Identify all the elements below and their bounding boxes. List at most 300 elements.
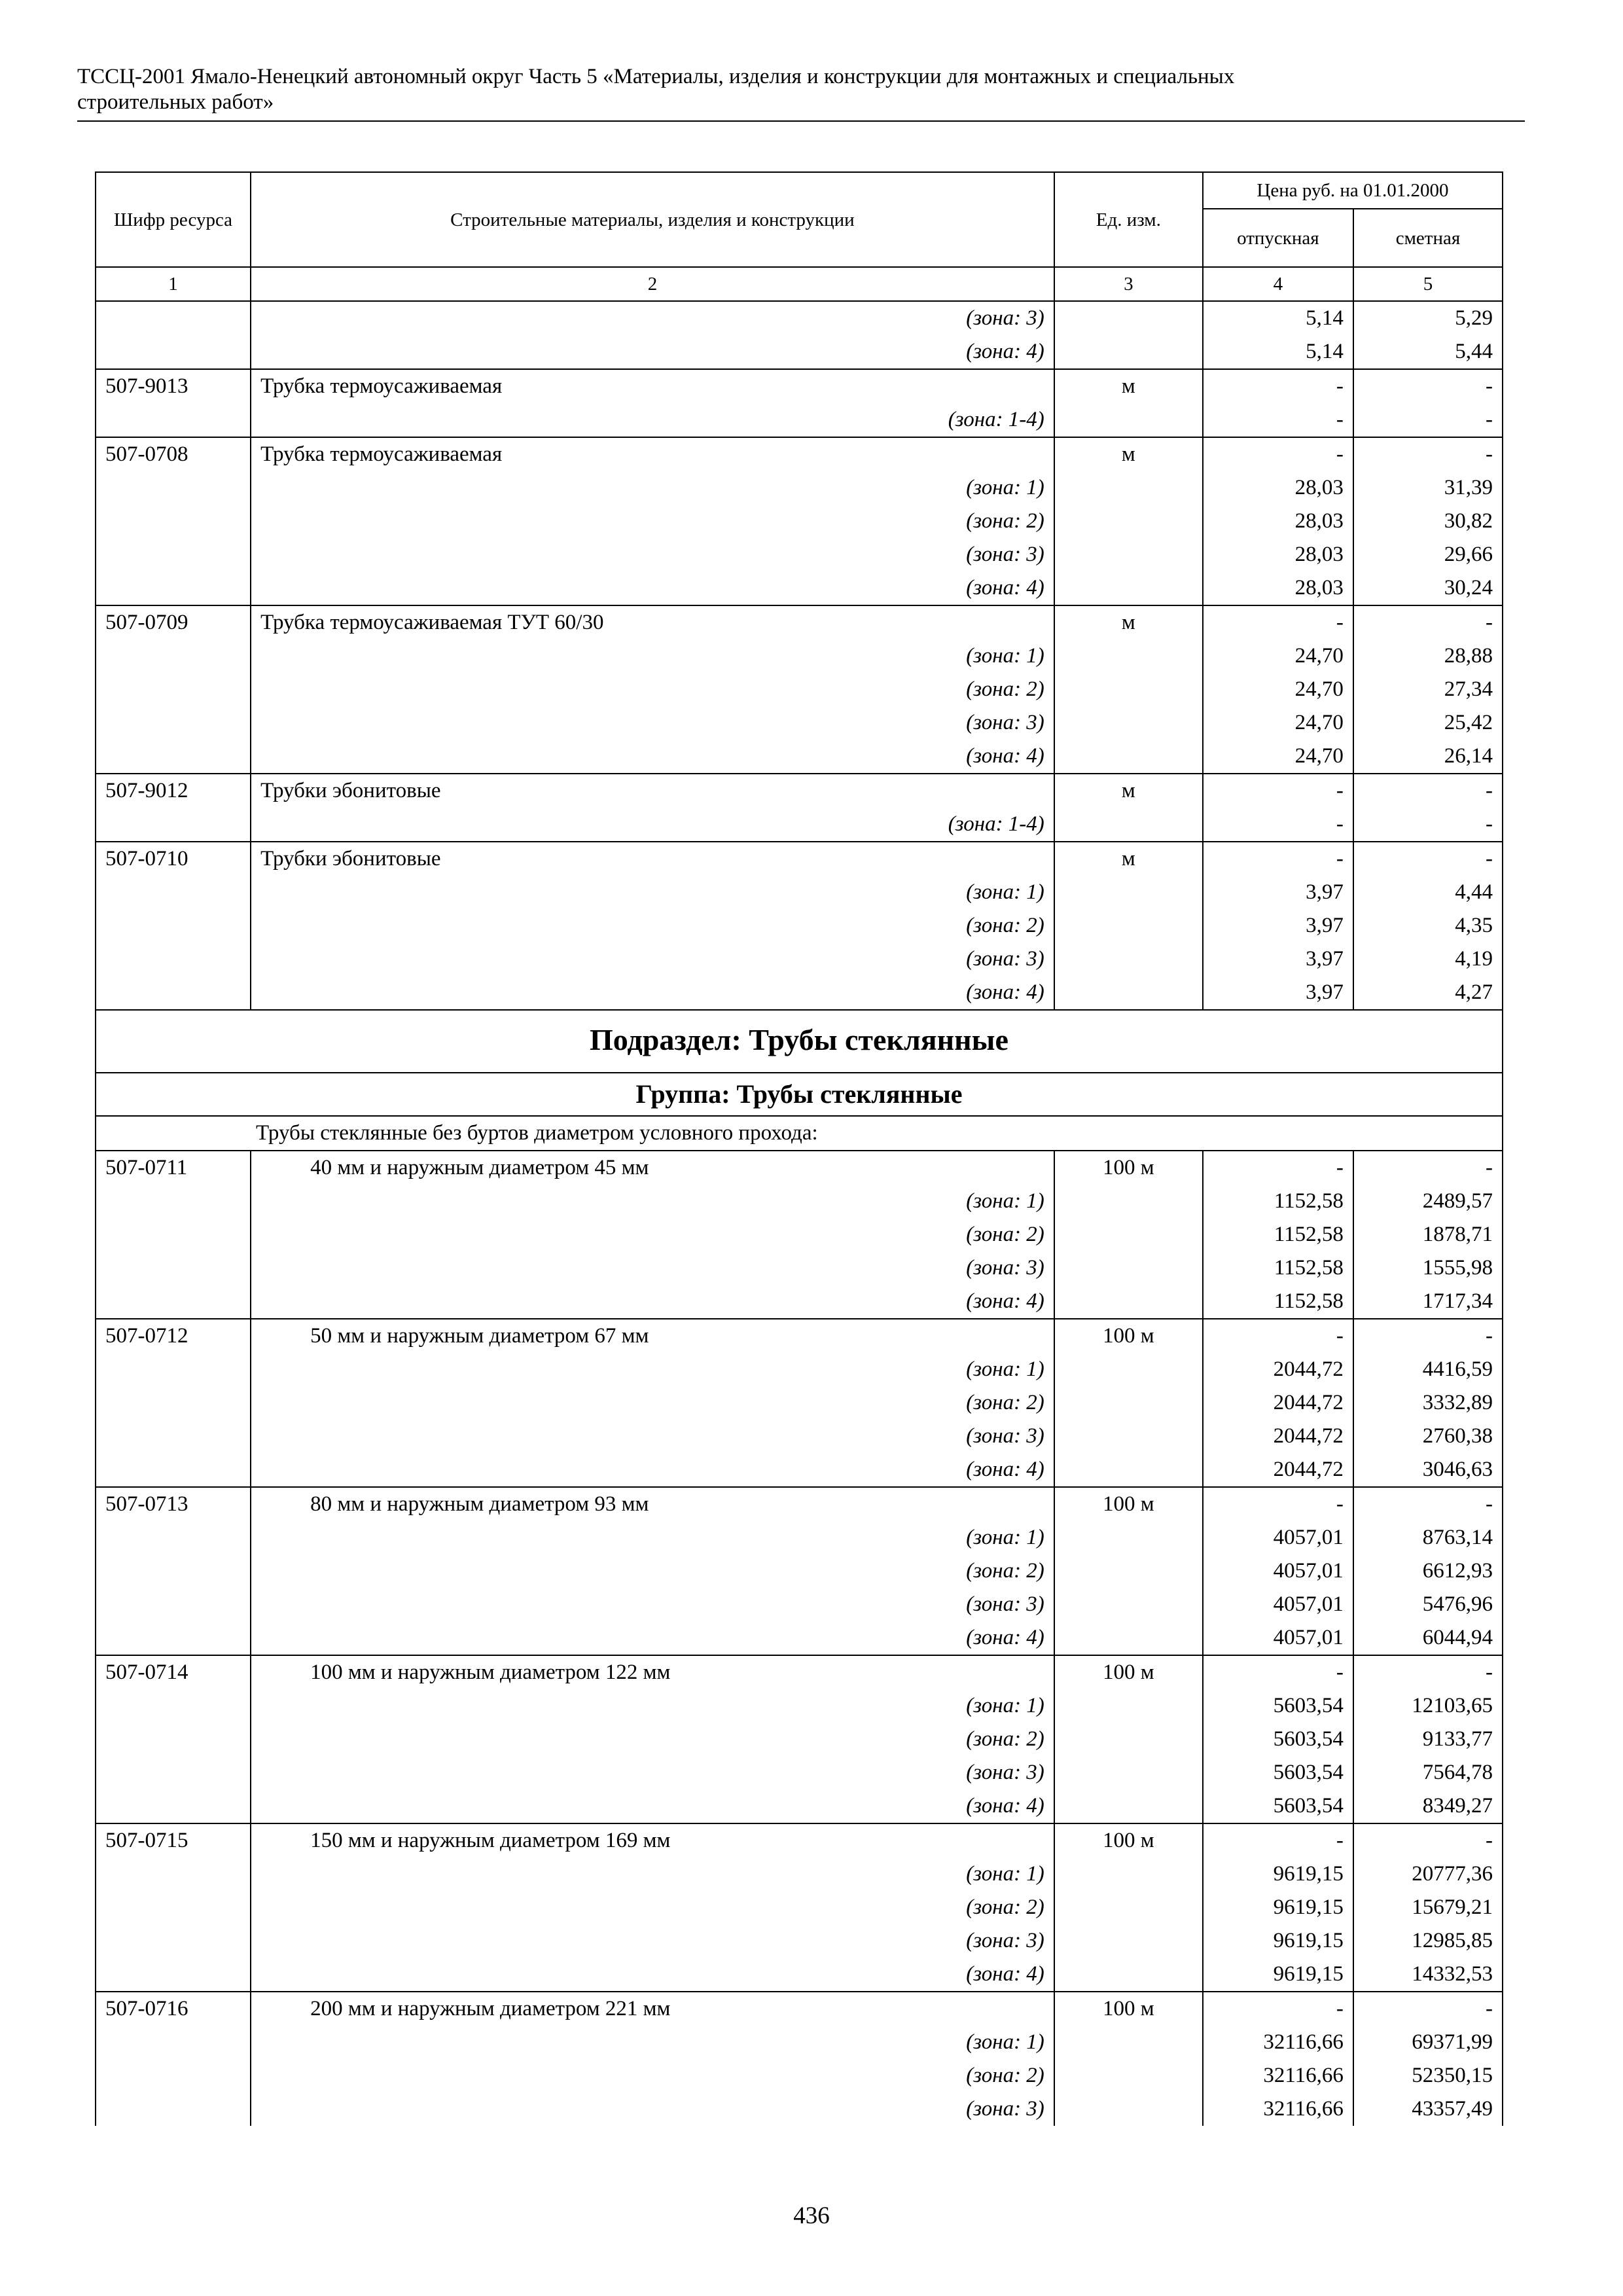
resource-code: 507-0708: [96, 437, 251, 471]
zone-label: (зона: 2): [251, 505, 1054, 538]
item-row: [96, 1992, 1503, 2026]
estimate-price: -: [1353, 842, 1503, 876]
zone-row: [96, 571, 1503, 605]
page-number: 436: [793, 2202, 830, 2229]
estimate-price: 12985,85: [1353, 1924, 1503, 1958]
page-header: [77, 64, 1524, 115]
estimate-price: 4,44: [1353, 876, 1503, 909]
zone-row: [96, 1621, 1503, 1655]
zone-label: (зона: 4): [251, 740, 1054, 774]
estimate-price: 5,29: [1353, 301, 1503, 335]
zone-label: (зона: 2): [251, 1218, 1054, 1251]
estimate-price: 27,34: [1353, 673, 1503, 706]
zone-row: [96, 1386, 1503, 1420]
zone-code-cell: [96, 1857, 251, 1891]
release-price: 9619,15: [1203, 1891, 1353, 1924]
zone-unit-cell: [1054, 1218, 1203, 1251]
zone-row: [96, 301, 1503, 335]
release-price: -: [1203, 369, 1353, 403]
estimate-price: 8349,27: [1353, 1789, 1503, 1823]
zone-unit-cell: [1054, 1251, 1203, 1285]
release-price: -: [1203, 842, 1353, 876]
zone-unit-cell: [1054, 1453, 1203, 1487]
header-line-1: ТССЦ-2001 Ямало-Ненецкий автономный округ Часть 5 «Материалы, изделия и конструкции для монтажных и специальных: [77, 65, 1235, 88]
zone-row: [96, 471, 1503, 505]
resource-unit: 100 м: [1054, 1823, 1203, 1857]
zone-label: (зона: 3): [251, 1420, 1054, 1453]
item-row: [96, 437, 1503, 471]
estimate-price: 43357,49: [1353, 2092, 1503, 2126]
resource-name: Трубка термоусаживаемая: [251, 369, 1054, 403]
zone-code-cell: [96, 1891, 251, 1924]
zone-unit-cell: [1054, 1689, 1203, 1723]
estimate-price: -: [1353, 437, 1503, 471]
zone-label: (зона: 4): [251, 976, 1054, 1010]
zone-unit-cell: [1054, 1588, 1203, 1621]
zone-row: [96, 1891, 1503, 1924]
zone-code-cell: [96, 639, 251, 673]
zone-row: [96, 335, 1503, 369]
zone-code-cell: [96, 1924, 251, 1958]
zone-code-cell: [96, 1285, 251, 1319]
zone-label: (зона: 1): [251, 2026, 1054, 2059]
zone-label: (зона: 3): [251, 2092, 1054, 2126]
estimate-price: 30,82: [1353, 505, 1503, 538]
resource-unit: 100 м: [1054, 1319, 1203, 1353]
release-price: 1152,58: [1203, 1185, 1353, 1218]
zone-label: (зона: 4): [251, 571, 1054, 605]
zone-label: (зона: 1): [251, 1185, 1054, 1218]
zone-row: [96, 505, 1503, 538]
zone-row: [96, 1353, 1503, 1386]
estimate-price: 3046,63: [1353, 1453, 1503, 1487]
zone-unit-cell: [1054, 1285, 1203, 1319]
zone-label: (зона: 1): [251, 1857, 1054, 1891]
zone-code-cell: [96, 1689, 251, 1723]
group-row: [96, 1073, 1503, 1116]
resource-unit: м: [1054, 774, 1203, 808]
estimate-price: 1717,34: [1353, 1285, 1503, 1319]
estimate-price: 8763,14: [1353, 1521, 1503, 1554]
resource-unit: м: [1054, 605, 1203, 639]
zone-label: (зона: 2): [251, 1723, 1054, 1756]
estimate-price: 3332,89: [1353, 1386, 1503, 1420]
release-price: 5603,54: [1203, 1756, 1353, 1789]
release-price: 5603,54: [1203, 1723, 1353, 1756]
zone-code-cell: [96, 706, 251, 740]
zone-unit-cell: [1054, 1789, 1203, 1823]
zone-label: (зона: 2): [251, 1386, 1054, 1420]
item-row: [96, 1319, 1503, 1353]
zone-label: (зона: 4): [251, 1958, 1054, 1992]
estimate-price: 69371,99: [1353, 2026, 1503, 2059]
group-title: Группа: Трубы стеклянные: [96, 1073, 1503, 1116]
release-price: 1152,58: [1203, 1251, 1353, 1285]
zone-row: [96, 808, 1503, 842]
header-code: Шифр ресурса: [96, 172, 251, 267]
zone-code-cell: [96, 301, 251, 335]
zone-unit-cell: [1054, 1185, 1203, 1218]
col-number: 1: [96, 267, 251, 301]
estimate-price: 29,66: [1353, 538, 1503, 571]
estimate-price: 6044,94: [1353, 1621, 1503, 1655]
resource-name: 100 мм и наружным диаметром 122 мм: [251, 1655, 1054, 1689]
zone-label: (зона: 2): [251, 2059, 1054, 2092]
header-price-estimate: сметная: [1353, 209, 1503, 267]
estimate-price: 1878,71: [1353, 1218, 1503, 1251]
resource-name: Трубки эбонитовые: [251, 774, 1054, 808]
item-row: [96, 1151, 1503, 1185]
zone-unit-cell: [1054, 740, 1203, 774]
zone-unit-cell: [1054, 808, 1203, 842]
zone-label: (зона: 3): [251, 942, 1054, 976]
zone-code-cell: [96, 1789, 251, 1823]
zone-code-cell: [96, 1521, 251, 1554]
resource-name: 50 мм и наружным диаметром 67 мм: [251, 1319, 1054, 1353]
release-price: -: [1203, 808, 1353, 842]
zone-label: (зона: 3): [251, 1924, 1054, 1958]
zone-label: (зона: 1): [251, 1521, 1054, 1554]
zone-row: [96, 740, 1503, 774]
zone-unit-cell: [1054, 1386, 1203, 1420]
zone-code-cell: [96, 1588, 251, 1621]
item-row: [96, 1487, 1503, 1521]
header-price-release: отпускная: [1203, 209, 1353, 267]
item-row: [96, 1655, 1503, 1689]
zone-label: (зона: 1): [251, 1689, 1054, 1723]
release-price: 28,03: [1203, 505, 1353, 538]
estimate-price: 20777,36: [1353, 1857, 1503, 1891]
subsection-title: Подраздел: Трубы стеклянные: [96, 1010, 1503, 1073]
item-row: [96, 369, 1503, 403]
estimate-price: 5476,96: [1353, 1588, 1503, 1621]
estimate-price: 7564,78: [1353, 1756, 1503, 1789]
zone-code-cell: [96, 1218, 251, 1251]
estimate-price: -: [1353, 1487, 1503, 1521]
zone-row: [96, 1723, 1503, 1756]
estimate-price: 15679,21: [1353, 1891, 1503, 1924]
zone-code-cell: [96, 2059, 251, 2092]
zone-label: (зона: 3): [251, 1251, 1054, 1285]
zone-code-cell: [96, 1453, 251, 1487]
zone-label: (зона: 2): [251, 909, 1054, 942]
item-row: [96, 1823, 1503, 1857]
resource-unit: 100 м: [1054, 1992, 1203, 2026]
zone-row: [96, 909, 1503, 942]
zone-code-cell: [96, 1386, 251, 1420]
zone-label: (зона: 1-4): [251, 808, 1054, 842]
estimate-price: 4,19: [1353, 942, 1503, 976]
zone-unit-cell: [1054, 673, 1203, 706]
zone-unit-cell: [1054, 571, 1203, 605]
zone-label: (зона: 1): [251, 471, 1054, 505]
release-price: 9619,15: [1203, 1857, 1353, 1891]
zone-unit-cell: [1054, 505, 1203, 538]
resource-code: 507-0712: [96, 1319, 251, 1353]
zone-label: (зона: 4): [251, 1789, 1054, 1823]
zone-code-cell: [96, 942, 251, 976]
zone-unit-cell: [1054, 1621, 1203, 1655]
zone-row: [96, 1251, 1503, 1285]
zone-unit-cell: [1054, 1723, 1203, 1756]
zone-row: [96, 1420, 1503, 1453]
zone-unit-cell: [1054, 976, 1203, 1010]
zone-code-cell: [96, 1353, 251, 1386]
zone-row: [96, 673, 1503, 706]
col-number: 5: [1353, 267, 1503, 301]
estimate-price: 5,44: [1353, 335, 1503, 369]
zone-code-cell: [96, 1554, 251, 1588]
release-price: 3,97: [1203, 876, 1353, 909]
col-number: 4: [1203, 267, 1353, 301]
estimate-price: 4,27: [1353, 976, 1503, 1010]
zone-row: [96, 639, 1503, 673]
release-price: -: [1203, 1823, 1353, 1857]
zone-unit-cell: [1054, 1521, 1203, 1554]
release-price: 4057,01: [1203, 1554, 1353, 1588]
header-price-group: Цена руб. на 01.01.2000: [1203, 172, 1503, 209]
zone-unit-cell: [1054, 1958, 1203, 1992]
zone-row: [96, 2059, 1503, 2092]
zone-unit-cell: [1054, 876, 1203, 909]
zone-code-cell: [96, 1756, 251, 1789]
zone-row: [96, 1756, 1503, 1789]
zone-unit-cell: [1054, 942, 1203, 976]
resource-name: 40 мм и наружным диаметром 45 мм: [251, 1151, 1054, 1185]
zone-code-cell: [96, 538, 251, 571]
zone-label: (зона: 3): [251, 1588, 1054, 1621]
header-rule: [77, 120, 1525, 122]
release-price: -: [1203, 437, 1353, 471]
resource-unit: 100 м: [1054, 1151, 1203, 1185]
zone-code-cell: [96, 335, 251, 369]
release-price: 3,97: [1203, 942, 1353, 976]
zone-label: (зона: 4): [251, 335, 1054, 369]
zone-row: [96, 1521, 1503, 1554]
release-price: 24,70: [1203, 673, 1353, 706]
release-price: 4057,01: [1203, 1521, 1353, 1554]
zone-code-cell: [96, 1723, 251, 1756]
zone-row: [96, 1924, 1503, 1958]
zone-row: [96, 1689, 1503, 1723]
resource-unit: 100 м: [1054, 1487, 1203, 1521]
estimate-price: 14332,53: [1353, 1958, 1503, 1992]
col-number: 3: [1054, 267, 1203, 301]
zone-code-cell: [96, 471, 251, 505]
resource-name: Трубка термоусаживаемая: [251, 437, 1054, 471]
release-price: 2044,72: [1203, 1386, 1353, 1420]
header-name: Строительные материалы, изделия и конструкции: [251, 172, 1054, 267]
col-number: 2: [251, 267, 1054, 301]
resource-code: 507-0714: [96, 1655, 251, 1689]
zone-row: [96, 706, 1503, 740]
zone-unit-cell: [1054, 2026, 1203, 2059]
release-price: -: [1203, 1487, 1353, 1521]
item-row: [96, 842, 1503, 876]
release-price: 3,97: [1203, 976, 1353, 1010]
zone-row: [96, 1588, 1503, 1621]
release-price: 5,14: [1203, 301, 1353, 335]
header-line-2: строительных работ»: [77, 90, 274, 114]
zone-label: (зона: 2): [251, 673, 1054, 706]
zone-label: (зона: 1): [251, 1353, 1054, 1386]
estimate-price: -: [1353, 774, 1503, 808]
resource-name: 200 мм и наружным диаметром 221 мм: [251, 1992, 1054, 2026]
release-price: 28,03: [1203, 538, 1353, 571]
release-price: -: [1203, 1655, 1353, 1689]
zone-row: [96, 1554, 1503, 1588]
zone-label: (зона: 4): [251, 1453, 1054, 1487]
price-table: [95, 171, 1503, 2126]
zone-unit-cell: [1054, 909, 1203, 942]
resource-code: 507-9012: [96, 774, 251, 808]
estimate-price: -: [1353, 1992, 1503, 2026]
zone-row: [96, 538, 1503, 571]
estimate-price: -: [1353, 1151, 1503, 1185]
resource-name: Трубка термоусаживаемая ТУТ 60/30: [251, 605, 1054, 639]
estimate-price: 12103,65: [1353, 1689, 1503, 1723]
zone-code-cell: [96, 1958, 251, 1992]
zone-unit-cell: [1054, 1891, 1203, 1924]
resource-code: 507-0711: [96, 1151, 251, 1185]
zone-label: (зона: 3): [251, 301, 1054, 335]
zone-unit-cell: [1054, 2092, 1203, 2126]
resource-code: 507-0713: [96, 1487, 251, 1521]
release-price: -: [1203, 774, 1353, 808]
zone-row: [96, 1185, 1503, 1218]
header-unit: Ед. изм.: [1054, 172, 1203, 267]
resource-code: 507-0710: [96, 842, 251, 876]
zone-unit-cell: [1054, 1924, 1203, 1958]
resource-unit: 100 м: [1054, 1655, 1203, 1689]
estimate-price: 52350,15: [1353, 2059, 1503, 2092]
resource-code: 507-0709: [96, 605, 251, 639]
zone-code-cell: [96, 808, 251, 842]
zone-code-cell: [96, 403, 251, 437]
zone-code-cell: [96, 876, 251, 909]
release-price: 24,70: [1203, 706, 1353, 740]
zone-label: (зона: 3): [251, 1756, 1054, 1789]
estimate-price: -: [1353, 1319, 1503, 1353]
estimate-price: 9133,77: [1353, 1723, 1503, 1756]
zone-unit-cell: [1054, 706, 1203, 740]
zone-label: (зона: 4): [251, 1285, 1054, 1319]
zone-code-cell: [96, 1251, 251, 1285]
release-price: 5603,54: [1203, 1689, 1353, 1723]
release-price: 4057,01: [1203, 1621, 1353, 1655]
zone-unit-cell: [1054, 1756, 1203, 1789]
release-price: 9619,15: [1203, 1924, 1353, 1958]
zone-row: [96, 876, 1503, 909]
zone-row: [96, 2092, 1503, 2126]
zone-unit-cell: [1054, 301, 1203, 335]
estimate-price: 2760,38: [1353, 1420, 1503, 1453]
zone-row: [96, 976, 1503, 1010]
release-price: 5603,54: [1203, 1789, 1353, 1823]
zone-code-cell: [96, 909, 251, 942]
zone-row: [96, 403, 1503, 437]
item-row: [96, 774, 1503, 808]
release-price: 28,03: [1203, 471, 1353, 505]
estimate-price: 4416,59: [1353, 1353, 1503, 1386]
zone-code-cell: [96, 673, 251, 706]
zone-label: (зона: 2): [251, 1891, 1054, 1924]
release-price: 4057,01: [1203, 1588, 1353, 1621]
estimate-price: -: [1353, 369, 1503, 403]
zone-code-cell: [96, 2026, 251, 2059]
zone-row: [96, 1958, 1503, 1992]
estimate-price: 26,14: [1353, 740, 1503, 774]
release-price: 2044,72: [1203, 1353, 1353, 1386]
release-price: -: [1203, 605, 1353, 639]
resource-unit: м: [1054, 842, 1203, 876]
estimate-price: 30,24: [1353, 571, 1503, 605]
release-price: 1152,58: [1203, 1285, 1353, 1319]
release-price: 2044,72: [1203, 1453, 1353, 1487]
zone-unit-cell: [1054, 1353, 1203, 1386]
release-price: 1152,58: [1203, 1218, 1353, 1251]
resource-code: 507-0716: [96, 1992, 251, 2026]
zone-label: (зона: 1): [251, 876, 1054, 909]
zone-code-cell: [96, 1420, 251, 1453]
estimate-price: 25,42: [1353, 706, 1503, 740]
resource-code: 507-9013: [96, 369, 251, 403]
zone-unit-cell: [1054, 538, 1203, 571]
release-price: 5,14: [1203, 335, 1353, 369]
estimate-price: 28,88: [1353, 639, 1503, 673]
zone-label: (зона: 2): [251, 1554, 1054, 1588]
zone-code-cell: [96, 505, 251, 538]
estimate-price: -: [1353, 808, 1503, 842]
item-row: [96, 605, 1503, 639]
release-price: 32116,66: [1203, 2059, 1353, 2092]
resource-name: Трубки эбонитовые: [251, 842, 1054, 876]
zone-code-cell: [96, 571, 251, 605]
zone-unit-cell: [1054, 1420, 1203, 1453]
release-price: 24,70: [1203, 639, 1353, 673]
resource-unit: м: [1054, 369, 1203, 403]
zone-unit-cell: [1054, 639, 1203, 673]
estimate-price: 31,39: [1353, 471, 1503, 505]
zone-code-cell: [96, 1185, 251, 1218]
release-price: 24,70: [1203, 740, 1353, 774]
resource-name: 150 мм и наружным диаметром 169 мм: [251, 1823, 1054, 1857]
zone-unit-cell: [1054, 1857, 1203, 1891]
release-price: -: [1203, 1992, 1353, 2026]
zone-label: (зона: 3): [251, 706, 1054, 740]
zone-label: (зона: 1): [251, 639, 1054, 673]
zone-row: [96, 1857, 1503, 1891]
estimate-price: -: [1353, 605, 1503, 639]
zone-code-cell: [96, 976, 251, 1010]
resource-code: 507-0715: [96, 1823, 251, 1857]
estimate-price: -: [1353, 1823, 1503, 1857]
zone-code-cell: [96, 2092, 251, 2126]
release-price: 32116,66: [1203, 2026, 1353, 2059]
zone-row: [96, 2026, 1503, 2059]
estimate-price: -: [1353, 1655, 1503, 1689]
release-price: 9619,15: [1203, 1958, 1353, 1992]
zone-label: (зона: 1-4): [251, 403, 1054, 437]
group-description-row: [96, 1116, 1503, 1151]
zone-row: [96, 1453, 1503, 1487]
zone-unit-cell: [1054, 335, 1203, 369]
release-price: -: [1203, 1151, 1353, 1185]
release-price: 32116,66: [1203, 2092, 1353, 2126]
zone-unit-cell: [1054, 1554, 1203, 1588]
resource-unit: м: [1054, 437, 1203, 471]
zone-unit-cell: [1054, 2059, 1203, 2092]
